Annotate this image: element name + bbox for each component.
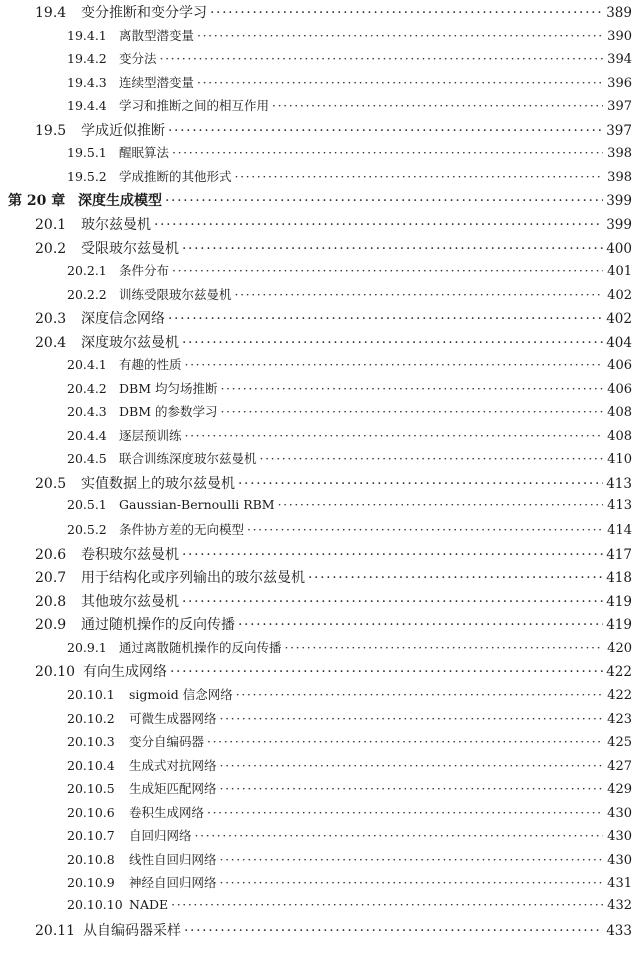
dot-leader bbox=[247, 522, 603, 537]
dot-leader bbox=[185, 357, 603, 372]
toc-entry[interactable] bbox=[0, 73, 632, 91]
toc-entry-number: 19.4.2 bbox=[67, 51, 107, 67]
toc-entry-title: 卷积生成网络 bbox=[129, 804, 205, 820]
toc-entry-title: DBM 的参数学习 bbox=[119, 404, 218, 420]
toc-entry-number: 19.5.2 bbox=[67, 168, 107, 184]
dot-leader bbox=[220, 404, 603, 419]
toc-entry-title: 深度信念网络 bbox=[81, 311, 165, 328]
toc-entry-number: 20.2.1 bbox=[67, 263, 107, 279]
toc-entry-title: 训练受限玻尔兹曼机 bbox=[119, 286, 232, 302]
dot-leader bbox=[278, 497, 603, 512]
toc-entry[interactable] bbox=[0, 756, 632, 774]
toc-entry-page-number: 408 bbox=[607, 405, 632, 421]
toc-entry-title: 实值数据上的玻尔兹曼机 bbox=[81, 476, 235, 492]
toc-entry[interactable] bbox=[0, 544, 632, 564]
toc-entry-title: NADE bbox=[129, 896, 169, 912]
toc-entry[interactable] bbox=[0, 308, 632, 328]
toc-entry-number: 20.4.5 bbox=[67, 451, 107, 467]
toc-entry-page-number: 389 bbox=[606, 5, 632, 21]
toc-entry-page-number: 397 bbox=[607, 99, 632, 115]
toc-entry[interactable] bbox=[0, 379, 632, 397]
toc-entry-title: 深度生成模型 bbox=[78, 193, 162, 210]
toc-entry-page-number: 422 bbox=[607, 687, 632, 703]
toc-entry-page-number: 413 bbox=[606, 476, 632, 492]
toc-entry-title: Gaussian-Bernoulli RBM bbox=[119, 496, 275, 512]
toc-entry-title: 从自编码器采样 bbox=[83, 923, 181, 940]
toc-entry-page-number: 394 bbox=[607, 52, 632, 68]
toc-entry-number: 20.10 bbox=[35, 664, 76, 681]
toc-entry[interactable] bbox=[0, 685, 632, 703]
toc-entry[interactable] bbox=[0, 567, 632, 587]
toc-entry-title: 变分推断和变分学习 bbox=[81, 5, 207, 21]
toc-entry-page-number: 413 bbox=[607, 497, 632, 513]
dot-leader bbox=[182, 335, 603, 351]
toc-entry-title: 神经自回归网络 bbox=[129, 875, 217, 891]
toc-entry-number: 19.5.1 bbox=[67, 145, 107, 161]
toc-entry-title: 学成推断的其他形式 bbox=[119, 168, 232, 184]
toc-entry-title: 有趣的性质 bbox=[119, 357, 182, 373]
toc-entry-page-number: 399 bbox=[606, 193, 632, 210]
toc-entry-title: 生成矩匹配网络 bbox=[129, 781, 217, 797]
toc-entry[interactable] bbox=[0, 355, 632, 373]
toc-entry-number: 20.10.3 bbox=[67, 734, 115, 750]
dot-leader bbox=[207, 734, 603, 749]
toc-entry-page-number: 402 bbox=[607, 287, 632, 303]
toc-entry-number: 20.10.9 bbox=[67, 875, 115, 891]
dot-leader bbox=[195, 828, 603, 843]
toc-entry[interactable] bbox=[0, 897, 632, 913]
toc-entry-number: 20.1 bbox=[35, 216, 67, 233]
toc-entry-number: 20.2.2 bbox=[67, 286, 107, 302]
dot-leader bbox=[285, 640, 603, 655]
toc-entry-page-number: 404 bbox=[606, 334, 632, 351]
toc-entry[interactable] bbox=[0, 709, 632, 727]
toc-entry[interactable] bbox=[0, 920, 632, 940]
toc-entry-number: 20.3 bbox=[35, 311, 67, 328]
toc-entry-title: 生成式对抗网络 bbox=[129, 757, 217, 773]
toc-entry-title: 逐层预训练 bbox=[119, 427, 182, 443]
dot-leader bbox=[220, 852, 603, 867]
toc-entry[interactable] bbox=[0, 779, 632, 797]
toc-entry-title: 条件协方差的无向模型 bbox=[119, 522, 245, 538]
toc-entry-title: 用于结构化或序列输出的玻尔兹曼机 bbox=[81, 570, 305, 587]
toc-entry-title: sigmoid 信念网络 bbox=[129, 686, 233, 702]
dot-leader bbox=[197, 28, 603, 43]
toc-entry-title: DBM 均匀场推断 bbox=[119, 380, 218, 396]
dot-leader bbox=[165, 193, 603, 209]
dot-leader bbox=[182, 594, 603, 610]
toc-entry-page-number: 419 bbox=[606, 617, 632, 634]
dot-leader bbox=[172, 263, 603, 278]
toc-entry-page-number: 430 bbox=[607, 805, 632, 821]
toc-entry-number: 20.10.5 bbox=[67, 781, 115, 797]
dot-leader bbox=[197, 75, 603, 90]
toc-entry-title: 线性自回归网络 bbox=[129, 851, 217, 867]
toc-entry-number: 20.10.1 bbox=[67, 686, 115, 702]
toc-entry[interactable] bbox=[0, 497, 632, 513]
toc-entry-title: 学成近似推断 bbox=[81, 122, 165, 139]
toc-entry-title: 有向生成网络 bbox=[83, 664, 167, 681]
toc-entry-page-number: 397 bbox=[606, 122, 632, 139]
dot-leader bbox=[182, 547, 603, 563]
dot-leader bbox=[185, 428, 603, 443]
dot-leader bbox=[207, 805, 603, 820]
toc-entry[interactable] bbox=[0, 732, 632, 750]
toc-entry-page-number: 430 bbox=[607, 829, 632, 845]
toc-entry[interactable] bbox=[0, 49, 632, 67]
toc-entry-page-number: 406 bbox=[607, 381, 632, 397]
toc-entry-page-number: 427 bbox=[607, 758, 632, 774]
toc-entry-title: 其他玻尔兹曼机 bbox=[81, 593, 179, 610]
toc-entry-page-number: 418 bbox=[606, 570, 632, 587]
toc-entry-page-number: 410 bbox=[607, 452, 632, 468]
toc-entry-number: 20.5 bbox=[35, 476, 67, 492]
toc-entry-title: 通过随机操作的反向传播 bbox=[81, 617, 235, 634]
dot-leader bbox=[272, 98, 603, 113]
dot-leader bbox=[260, 451, 603, 466]
toc-entry-number: 20.4.2 bbox=[67, 380, 107, 396]
dot-leader bbox=[154, 217, 603, 233]
toc-entry-page-number: 399 bbox=[606, 216, 632, 233]
toc-entry-number: 20.10.10 bbox=[67, 896, 123, 912]
toc-entry-number: 20.7 bbox=[35, 570, 67, 587]
toc-entry[interactable] bbox=[0, 473, 632, 493]
toc-entry-number: 19.4.3 bbox=[67, 74, 107, 90]
toc-entry-page-number: 390 bbox=[607, 28, 632, 44]
toc-entry[interactable] bbox=[0, 638, 632, 656]
toc-entry-page-number: 420 bbox=[607, 640, 632, 656]
toc-entry-title: 变分法 bbox=[119, 51, 157, 67]
toc-entry-number: 20.9.1 bbox=[67, 639, 107, 655]
dot-leader bbox=[170, 664, 603, 680]
toc-entry-number: 20.9 bbox=[35, 617, 67, 634]
toc-entry[interactable] bbox=[0, 285, 632, 303]
toc-entry-page-number: 429 bbox=[607, 782, 632, 798]
toc-entry-page-number: 406 bbox=[607, 358, 632, 374]
toc-entry-page-number: 423 bbox=[607, 711, 632, 727]
toc-entry[interactable] bbox=[0, 661, 632, 681]
dot-leader bbox=[220, 781, 603, 796]
toc-entry-title: 变分自编码器 bbox=[129, 734, 205, 750]
dot-leader bbox=[235, 169, 603, 184]
toc-entry-title: 可微生成器网络 bbox=[129, 710, 217, 726]
toc-entry-number: 20.4.3 bbox=[67, 404, 107, 420]
toc-entry-number: 20.11 bbox=[35, 923, 76, 940]
toc-entry-number: 19.4.1 bbox=[67, 27, 107, 43]
toc-entry-page-number: 400 bbox=[606, 240, 632, 257]
toc-entry-page-number: 408 bbox=[607, 428, 632, 444]
toc-entry[interactable] bbox=[0, 591, 632, 611]
toc-entry-number: 19.4.4 bbox=[67, 98, 107, 114]
toc-entry-title: 卷积玻尔兹曼机 bbox=[81, 546, 179, 563]
toc-entry[interactable] bbox=[0, 332, 632, 352]
toc-entry[interactable] bbox=[0, 261, 632, 279]
toc-entry-number: 20.2 bbox=[35, 240, 67, 257]
toc-entry-number: 20.10.2 bbox=[67, 710, 115, 726]
toc-entry-title: 玻尔兹曼机 bbox=[81, 216, 151, 233]
toc-entry-title: 通过离散随机操作的反向传播 bbox=[119, 639, 282, 655]
dot-leader bbox=[182, 241, 603, 257]
toc-entry-page-number: 398 bbox=[607, 169, 632, 185]
dot-leader bbox=[236, 687, 603, 702]
toc-entry[interactable] bbox=[0, 26, 632, 44]
dot-leader bbox=[220, 381, 603, 396]
dot-leader bbox=[220, 875, 603, 890]
toc-entry-page-number: 422 bbox=[606, 664, 632, 681]
toc-entry-title: 联合训练深度玻尔兹曼机 bbox=[119, 451, 257, 467]
toc-entry-title: 自回归网络 bbox=[129, 828, 192, 844]
dot-leader bbox=[238, 476, 603, 492]
toc-entry-title: 受限玻尔兹曼机 bbox=[81, 240, 179, 257]
toc-entry[interactable] bbox=[0, 449, 632, 467]
toc-entry[interactable] bbox=[0, 167, 632, 185]
toc-entry[interactable] bbox=[0, 850, 632, 868]
dot-leader bbox=[308, 570, 603, 586]
dot-leader bbox=[168, 123, 603, 139]
toc-entry-number: 19.4 bbox=[35, 5, 67, 21]
dot-leader bbox=[235, 287, 603, 302]
toc-entry-number: 20.4.4 bbox=[67, 427, 107, 443]
toc-entry-page-number: 398 bbox=[607, 146, 632, 162]
toc-entry-number: 20.10.4 bbox=[67, 757, 115, 773]
toc-entry[interactable] bbox=[0, 402, 632, 420]
toc-entry-number: 19.5 bbox=[35, 122, 67, 139]
toc-entry-page-number: 419 bbox=[606, 593, 632, 610]
dot-leader bbox=[210, 5, 603, 21]
toc-entry-page-number: 402 bbox=[606, 311, 632, 328]
toc-entry-page-number: 425 bbox=[607, 735, 632, 751]
toc-entry-number: 20.10.8 bbox=[67, 851, 115, 867]
dot-leader bbox=[184, 923, 603, 939]
dot-leader bbox=[220, 758, 603, 773]
toc-entry-number: 20.4 bbox=[35, 334, 67, 351]
toc-entry-number: 20.5.1 bbox=[67, 496, 107, 512]
toc-entry-number: 20.5.2 bbox=[67, 522, 107, 538]
toc-entry-title: 离散型潜变量 bbox=[119, 27, 195, 43]
toc-entry[interactable] bbox=[0, 190, 632, 210]
toc-entry-page-number: 430 bbox=[607, 852, 632, 868]
toc-entry-page-number: 433 bbox=[606, 923, 632, 940]
toc-entry-number: 20.10.7 bbox=[67, 828, 115, 844]
toc-entry-number: 20.8 bbox=[35, 593, 67, 610]
toc-entry-title: 醒眠算法 bbox=[119, 145, 170, 161]
toc-entry-page-number: 401 bbox=[607, 264, 632, 280]
toc-entry[interactable] bbox=[0, 873, 632, 891]
toc-entry[interactable] bbox=[0, 143, 632, 161]
toc-entry[interactable] bbox=[0, 238, 632, 258]
toc-entry-title: 学习和推断之间的相互作用 bbox=[119, 98, 270, 114]
dot-leader bbox=[171, 897, 603, 912]
toc-entry[interactable] bbox=[0, 614, 632, 634]
toc-entry[interactable] bbox=[0, 426, 632, 444]
toc-entry-page-number: 431 bbox=[607, 876, 632, 892]
dot-leader bbox=[172, 145, 603, 160]
toc-entry[interactable] bbox=[0, 96, 632, 114]
toc-entry-title: 条件分布 bbox=[119, 263, 170, 279]
dot-leader bbox=[220, 711, 603, 726]
toc-entry-page-number: 396 bbox=[607, 75, 632, 91]
toc-entry-page-number: 414 bbox=[607, 523, 632, 539]
toc-entry-number: 20.6 bbox=[35, 546, 67, 563]
toc-entry-number: 20.4.1 bbox=[67, 357, 107, 373]
dot-leader bbox=[168, 311, 603, 327]
toc-entry[interactable] bbox=[0, 214, 632, 234]
toc-entry-title: 深度玻尔兹曼机 bbox=[81, 334, 179, 351]
toc-entry[interactable] bbox=[0, 120, 632, 140]
toc-entry-number: 第 20 章 bbox=[8, 193, 66, 210]
toc-entry[interactable] bbox=[0, 803, 632, 821]
toc-entry-page-number: 432 bbox=[607, 897, 632, 913]
toc-entry[interactable] bbox=[0, 2, 632, 22]
toc-entry-title: 连续型潜变量 bbox=[119, 74, 195, 90]
dot-leader bbox=[238, 617, 603, 633]
dot-leader bbox=[160, 51, 603, 66]
toc-entry-number: 20.10.6 bbox=[67, 804, 115, 820]
toc-entry[interactable] bbox=[0, 826, 632, 844]
toc-entry-page-number: 417 bbox=[606, 546, 632, 563]
toc-entry[interactable] bbox=[0, 520, 632, 538]
